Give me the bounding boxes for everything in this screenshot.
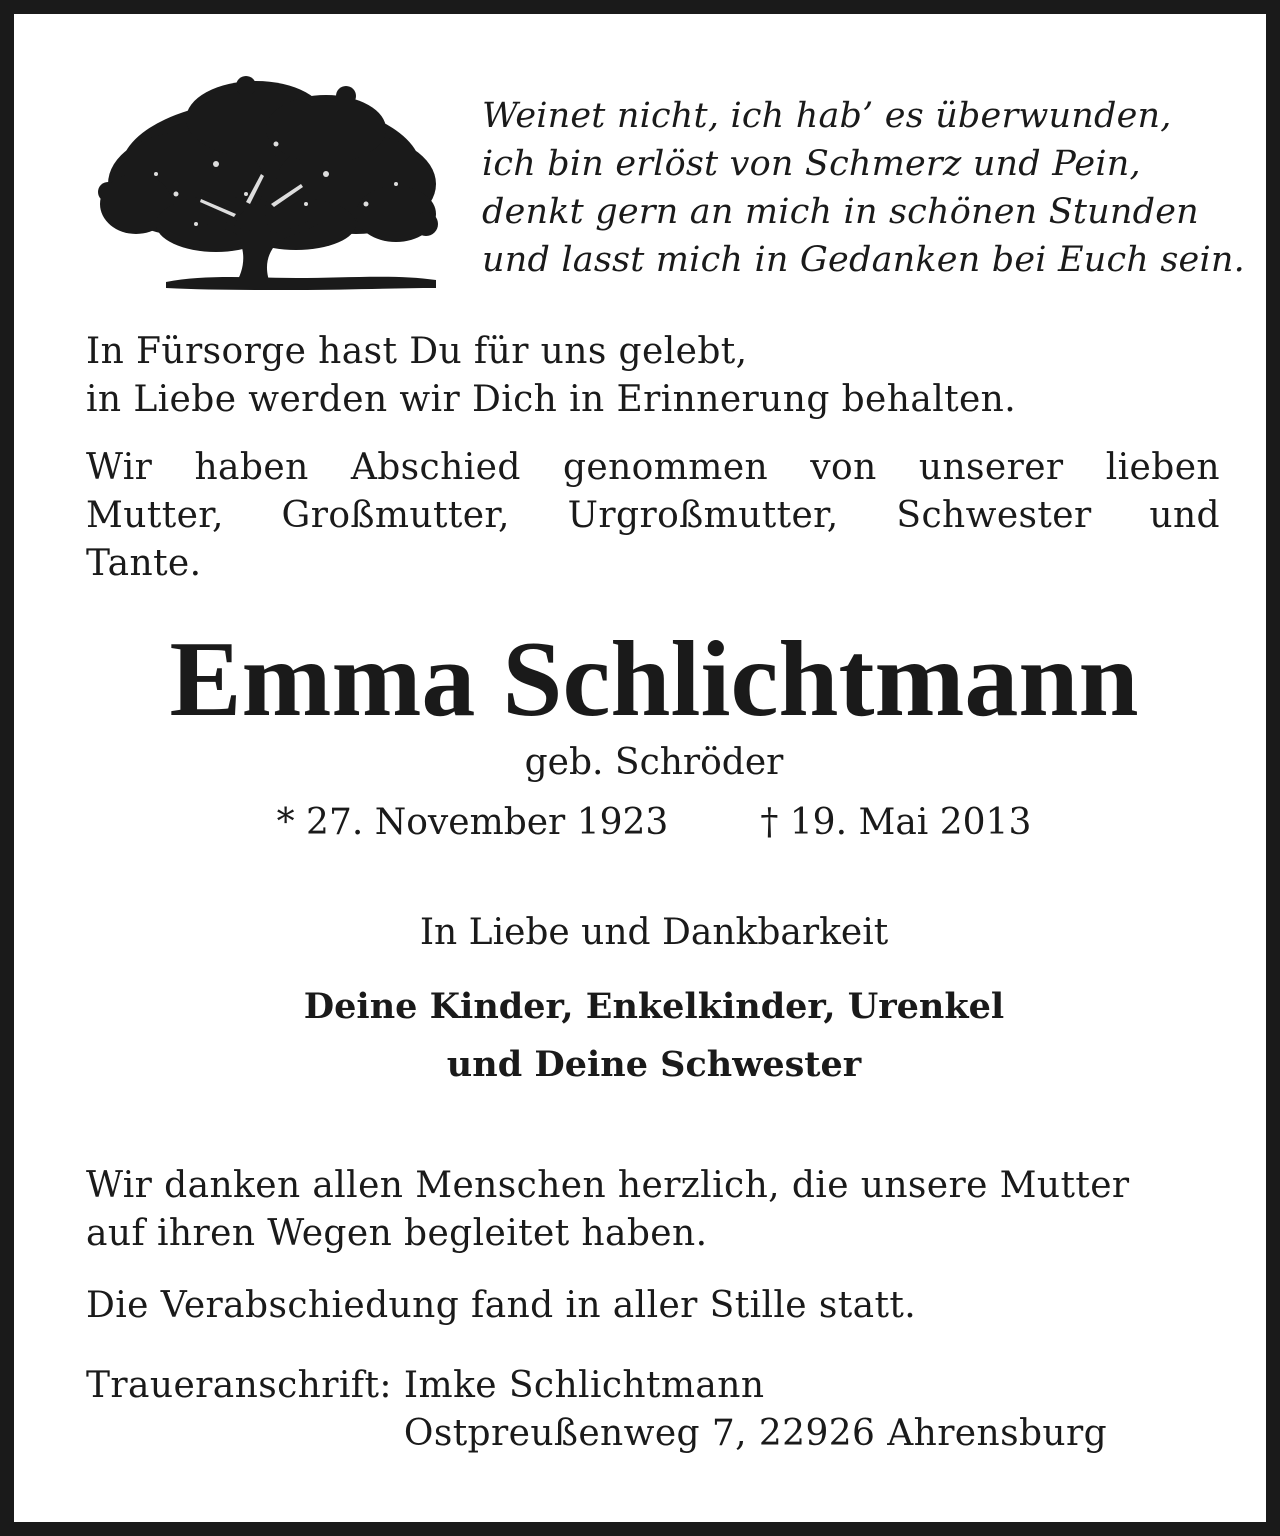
address-label: Traueranschrift: [86,1365,392,1406]
poem-line: Weinet nicht, ich hab’ es überwunden, [482,96,1172,136]
birth-name: geb. Schröder [524,742,784,783]
address-street: Ostpreußenweg 7, 22926 Ahrensburg [403,1413,1108,1454]
life-dates [14,798,1280,848]
tree-icon [96,74,442,296]
thanks-text [86,1162,1220,1258]
family-signature [14,978,1280,1094]
farewell-line: Wir haben Abschied genommen von unserer lieben [86,447,1220,488]
poem [482,92,1245,284]
death-date: † 19. Mai 2013 [760,802,1032,843]
poem-line: denkt gern an mich in schönen Stunden [482,192,1199,232]
mourning-address [86,1362,1220,1458]
intro-text [86,328,1220,424]
poem-line: ich bin erlöst von Schmerz und Pein, [482,144,1141,184]
family-line: und Deine Schwester [446,1044,862,1085]
farewell-text [86,444,1220,588]
farewell-line: Mutter, Großmutter, Urgroßmutter, Schwester und [86,495,1220,536]
farewell-line: Tante. [86,543,202,584]
poem-line: und lasst mich in Gedanken bei Euch sein. [482,240,1245,280]
deceased-name: Emma Schlichtmann [169,620,1139,739]
thanks-line: auf ihren Wegen begleitet haben. [86,1213,708,1254]
thanks-line: Wir danken allen Menschen herzlich, die unsere Mutter [86,1165,1130,1206]
family-line: Deine Kinder, Enkelkinder, Urenkel [303,986,1005,1027]
intro-line: in Liebe werden wir Dich in Erinnerung behalten. [86,379,1017,420]
dedication: In Liebe und Dankbarkeit [419,912,889,953]
birth-date: * 27. November 1923 [276,802,669,843]
address-name: Imke Schlichtmann [403,1365,765,1406]
ceremony-text: Die Verabschiedung fand in aller Stille statt. [86,1285,917,1326]
intro-line: In Fürsorge hast Du für uns gelebt, [86,331,748,372]
